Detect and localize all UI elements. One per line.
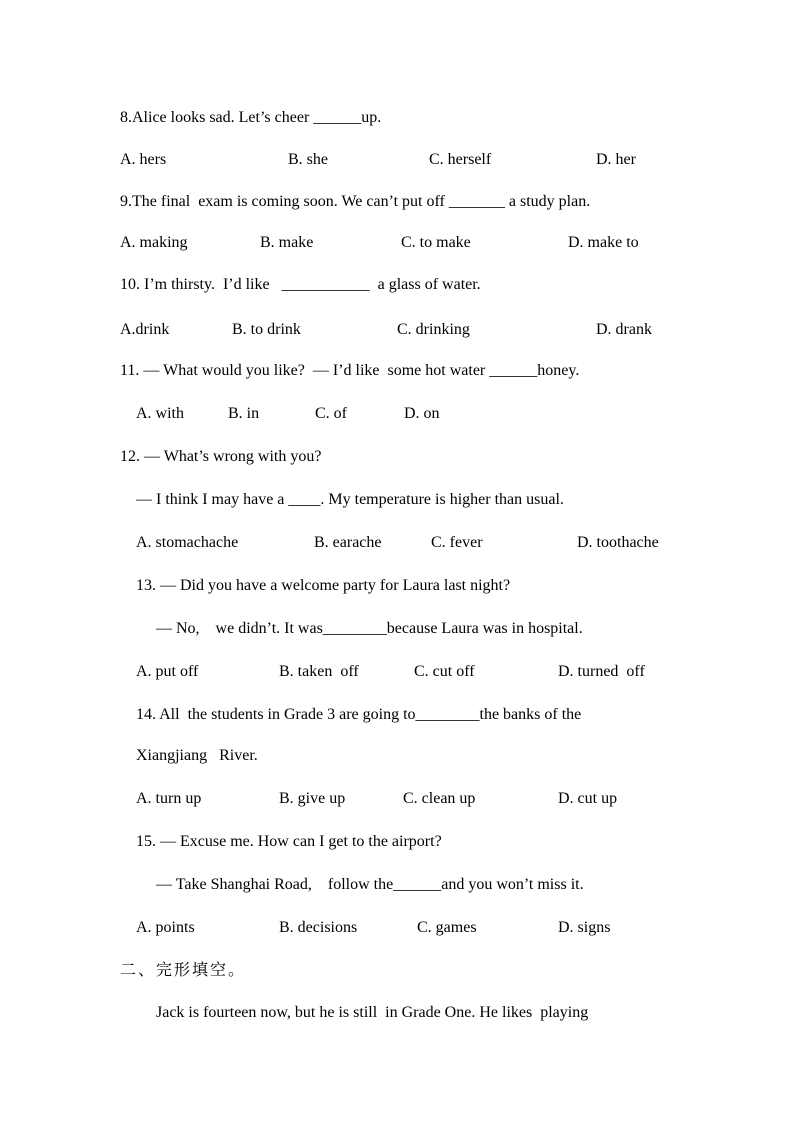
question-15-option-c: C. games — [417, 919, 477, 936]
question-12-option-d: D. toothache — [577, 534, 659, 551]
question-15-option-a: A. points — [136, 919, 195, 936]
question-11-stem: 11. — What would you like? — I’d like some hot water ______honey. — [120, 362, 580, 379]
question-14-option-a: A. turn up — [136, 790, 202, 807]
question-12-stem: 12. — What’s wrong with you? — [120, 448, 322, 465]
question-9-option-d: D. make to — [568, 234, 639, 251]
question-12-option-a: A. stomachache — [136, 534, 239, 551]
question-11-option-b: B. in — [228, 405, 260, 422]
question-12-option-c: C. fever — [431, 534, 483, 551]
question-14-stem: 14. All the students in Grade 3 are going to________the banks of the — [136, 706, 582, 723]
question-13-option-c: C. cut off — [414, 663, 475, 680]
question-11-option-a: A. with — [136, 405, 184, 422]
question-12-option-b: B. earache — [314, 534, 382, 551]
question-9-option-b: B. make — [260, 234, 314, 251]
section-2-heading: 二、完形填空。 — [120, 960, 247, 979]
question-13-stem-response: — No, we didn’t. It was________because Laura was in hospital. — [156, 620, 583, 637]
question-13-option-b: B. taken off — [279, 663, 359, 680]
question-11-option-d: D. on — [404, 405, 440, 422]
question-13-stem: 13. — Did you have a welcome party for Laura last night? — [136, 577, 511, 594]
question-14-stem-continued: Xiangjiang River. — [136, 747, 258, 764]
question-10-option-c: C. drinking — [397, 321, 470, 338]
question-8-option-c: C. herself — [429, 151, 492, 168]
question-9-option-c: C. to make — [401, 234, 471, 251]
question-13-option-d: D. turned off — [558, 663, 645, 680]
question-14-option-d: D. cut up — [558, 790, 618, 807]
question-10-stem: 10. I’m thirsty. I’d like ___________ a glass of water. — [120, 276, 481, 293]
question-8-option-a: A. hers — [120, 151, 167, 168]
question-8-option-d: D. her — [596, 151, 636, 168]
question-8-option-b: B. she — [288, 151, 328, 168]
question-12-stem-response: — I think I may have a ____. My temperature is higher than usual. — [136, 491, 564, 508]
question-15-option-b: B. decisions — [279, 919, 358, 936]
question-15-stem: 15. — Excuse me. How can I get to the airport? — [136, 833, 442, 850]
question-9-stem: 9.The final exam is coming soon. We can’t put off _______ a study plan. — [120, 193, 591, 210]
question-14-option-b: B. give up — [279, 790, 346, 807]
question-15-option-d: D. signs — [558, 919, 611, 936]
question-8-stem: 8.Alice looks sad. Let’s cheer ______up. — [120, 109, 382, 126]
question-15-stem-response: — Take Shanghai Road, follow the______and you won’t miss it. — [156, 876, 584, 893]
section-2-passage-line: Jack is fourteen now, but he is still in Grade One. He likes playing — [156, 1004, 589, 1021]
question-10-option-b: B. to drink — [232, 321, 301, 338]
question-10-option-d: D. drank — [596, 321, 652, 338]
question-10-option-a: A.drink — [120, 321, 170, 338]
question-14-option-c: C. clean up — [403, 790, 476, 807]
question-11-option-c: C. of — [315, 405, 347, 422]
question-13-option-a: A. put off — [136, 663, 199, 680]
question-9-option-a: A. making — [120, 234, 188, 251]
